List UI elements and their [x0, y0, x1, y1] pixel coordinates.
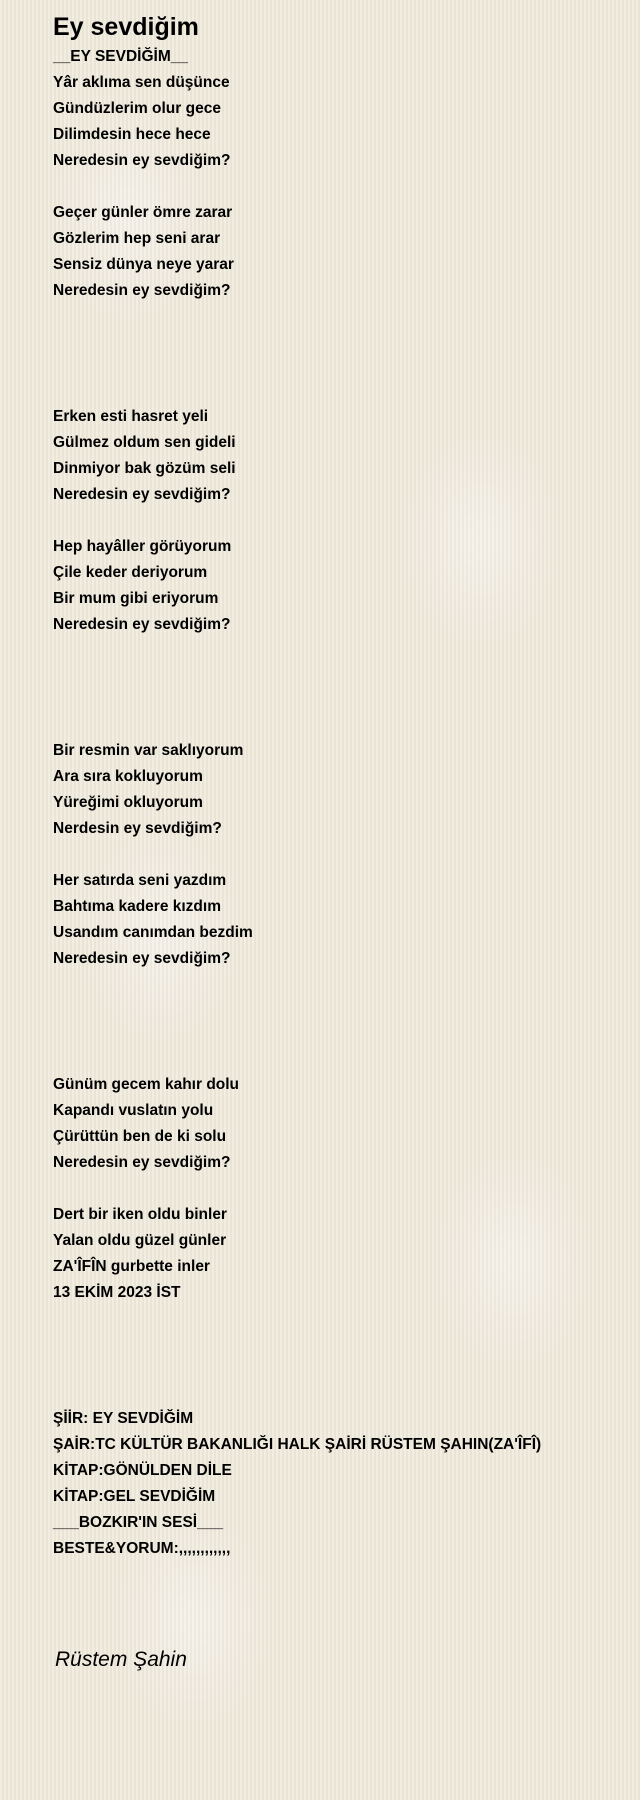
stanza-spacer — [53, 174, 623, 200]
poem-page — [53, 12, 623, 1674]
credit-book: KİTAP:GÖNÜLDEN DİLE — [53, 1462, 232, 1479]
verse-line: Gülmez oldum sen gideli — [53, 434, 236, 451]
verse-line: Neredesin ey sevdiğim? — [53, 152, 231, 169]
stanza — [53, 404, 623, 508]
verse-line: Erken esti hasret yeli — [53, 408, 209, 425]
verse-line: Gündüzlerim olur gece — [53, 100, 221, 117]
verse-line: Bir resmin var saklıyorum — [53, 742, 244, 759]
section-spacer — [53, 1562, 623, 1646]
verse-line: Neredesin ey sevdiğim? — [53, 950, 231, 967]
author-name: Rüstem Şahin — [55, 1648, 187, 1671]
verse-line: Dinmiyor bak gözüm seli — [53, 460, 236, 477]
poem-date: 13 EKİM 2023 İST — [53, 1284, 181, 1301]
stanza-spacer — [53, 508, 623, 534]
verse-line: Yâr aklıma sen düşünce — [53, 74, 230, 91]
section-spacer — [53, 972, 623, 1072]
verse-line: Neredesin ey sevdiğim? — [53, 282, 231, 299]
verse-line: Çile keder deriyorum — [53, 564, 208, 581]
verse-line: Bahtıma kadere kızdım — [53, 898, 221, 915]
verse-line: Gözlerim hep seni arar — [53, 230, 221, 247]
poem-header-line: __EY SEVDİĞİM__ — [53, 48, 188, 65]
verse-line: Bir mum gibi eriyorum — [53, 590, 219, 607]
stanza — [53, 200, 623, 304]
credit-motto: ___BOZKIR'IN SESİ___ — [53, 1514, 223, 1531]
verse-line: Hep hayâller görüyorum — [53, 538, 232, 555]
verse-line: Yalan oldu güzel günler — [53, 1232, 227, 1249]
stanza-spacer — [53, 842, 623, 868]
verse-line: ZA'ÎFÎN gurbette inler — [53, 1258, 210, 1275]
verse-line: Neredesin ey sevdiğim? — [53, 486, 231, 503]
verse-line: Sensiz dünya neye yarar — [53, 256, 234, 273]
credit-composition: BESTE&YORUM:,,,,,,,,,,,, — [53, 1540, 231, 1557]
stanza — [53, 738, 623, 842]
verse-line: Çürüttün ben de ki solu — [53, 1128, 227, 1145]
verse-line: Nerdesin ey sevdiğim? — [53, 820, 222, 837]
credit-poet: ŞAİR:TC KÜLTÜR BAKANLIĞI HALK ŞAİRİ RÜSTEM ŞAHIN(ZA'ÎFÎ) — [53, 1436, 542, 1453]
credit-book: KİTAP:GEL SEVDİĞİM — [53, 1488, 216, 1505]
stanza — [53, 534, 623, 638]
verse-line: Dilimdesin hece hece — [53, 126, 211, 143]
stanza — [53, 1202, 623, 1306]
verse-line: Neredesin ey sevdiğim? — [53, 616, 231, 633]
stanza-spacer — [53, 1176, 623, 1202]
stanza — [53, 70, 623, 174]
verse-line: Her satırda seni yazdım — [53, 872, 227, 889]
section-spacer — [53, 1306, 623, 1406]
verse-line: Usandım canımdan bezdim — [53, 924, 253, 941]
verse-line: Günüm gecem kahır dolu — [53, 1076, 240, 1093]
verse-line: Geçer günler ömre zarar — [53, 204, 233, 221]
verse-line: Dert bir iken oldu binler — [53, 1206, 227, 1223]
section-spacer — [53, 638, 623, 738]
credits-block — [53, 1406, 623, 1562]
verse-line: Yüreğimi okluyorum — [53, 794, 203, 811]
stanza — [53, 1072, 623, 1176]
poem-title: Ey sevdiğim — [53, 13, 199, 41]
credit-poem-title: ŞİİR: EY SEVDİĞİM — [53, 1410, 194, 1427]
verse-line: Neredesin ey sevdiğim? — [53, 1154, 231, 1171]
stanza — [53, 868, 623, 972]
section-spacer — [53, 304, 623, 404]
verse-line: Ara sıra kokluyorum — [53, 768, 203, 785]
verse-line: Kapandı vuslatın yolu — [53, 1102, 214, 1119]
